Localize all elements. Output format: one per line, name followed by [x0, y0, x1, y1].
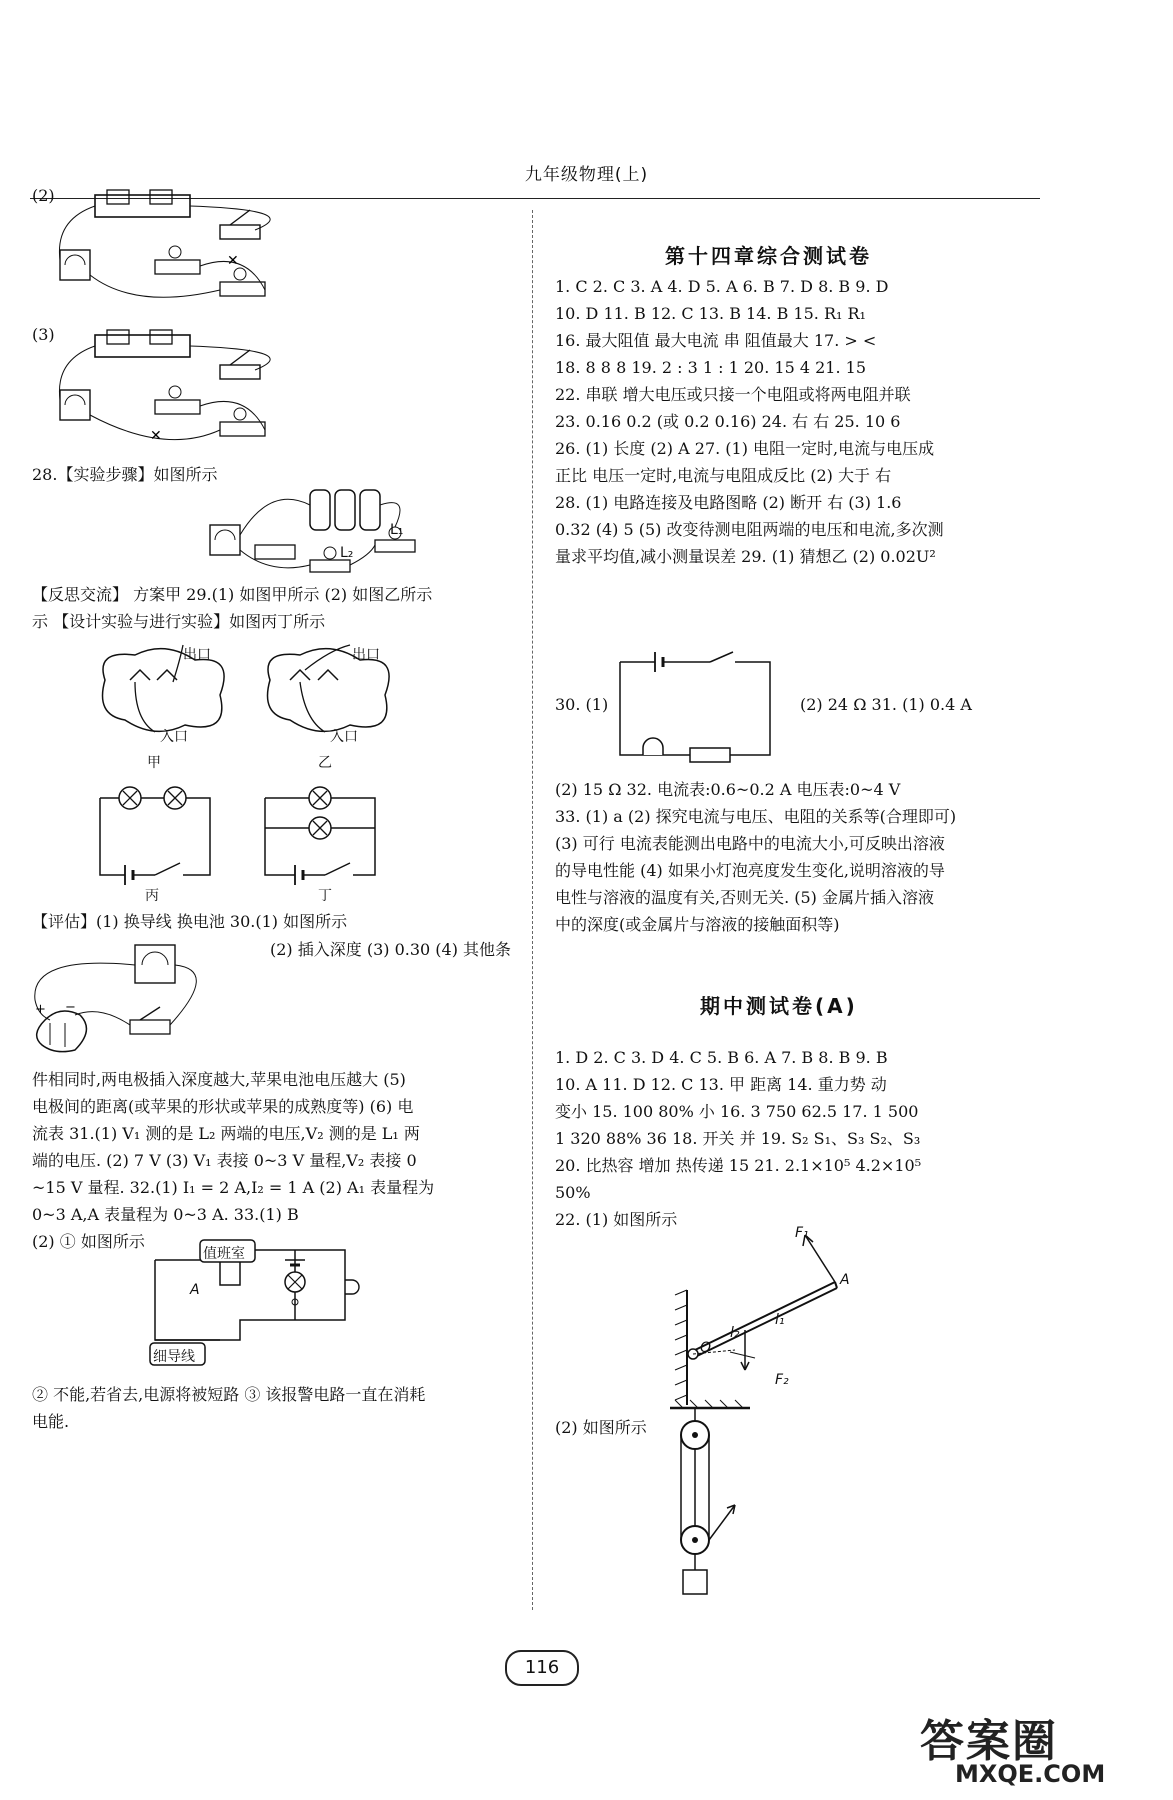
circuit-figure-30	[615, 650, 795, 760]
ch14b-line2: 33. (1) a (2) 探究电流与电压、电阻的关系等(合理即可)	[555, 807, 957, 826]
mid-line2: 10. A 11. D 12. C 13. 甲 距离 14. 重力势 动	[555, 1075, 887, 1094]
q28-text: 28.【实验步骤】如图所示	[32, 465, 218, 484]
para2-line2: 电极间的距离(或苹果的形状或苹果的成熟度等) (6) 电	[32, 1097, 414, 1116]
ch14-line3: 16. 最大阻值 最大电流 串 阻值最大 17. > <	[555, 331, 877, 350]
yi-exit-label: 出口	[352, 647, 380, 663]
force-f2-label: F₂	[775, 1372, 789, 1388]
svg-text:+: +	[35, 1002, 46, 1017]
point-a-label: A	[840, 1272, 850, 1288]
para2-line4: 端的电压. (2) 7 V (3) V₁ 表接 0~3 V 量程,V₂ 表接 0	[32, 1151, 417, 1170]
q30-rest: (2) 24 Ω 31. (1) 0.4 A	[800, 695, 972, 714]
thin-wire-label: 细导线	[153, 1349, 195, 1365]
svg-text:✕: ✕	[150, 428, 162, 444]
yi-caption: 乙	[318, 755, 332, 771]
svg-text:−: −	[65, 1000, 76, 1015]
circuit-figure-28	[210, 485, 460, 585]
ch14-line6: 23. 0.16 0.2 (或 0.2 0.16) 24. 右 右 25. 10 6	[555, 412, 901, 431]
circuit-figure-2	[45, 190, 305, 310]
para1-line1: 【反思交流】 方案甲 29.(1) 如图甲所示 (2) 如图乙所示	[32, 585, 433, 604]
maze-figure-jia	[95, 640, 245, 740]
bing-caption: 丙	[145, 888, 159, 904]
ch14b-line5: 电性与溶液的温度有关,否则无关. (5) 金属片插入溶液	[555, 888, 935, 907]
ch14-line11: 量求平均值,减小测量误差 29. (1) 猜想乙 (2) 0.02U²	[555, 547, 936, 566]
section-title-midterm: 期中测试卷(A)	[700, 994, 858, 1018]
ch14b-line4: 的导电性能 (4) 如果小灯泡亮度发生变化,说明溶液的导	[555, 861, 945, 880]
para2-line3: 流表 31.(1) V₁ 测的是 L₂ 两端的电压,V₂ 测的是 L₁ 两	[32, 1124, 420, 1143]
pulley-figure	[655, 1400, 775, 1600]
para1-line2: 示 【设计实验与进行实验】如图丙丁所示	[32, 612, 326, 631]
yi-entrance-label: 入口	[330, 729, 358, 745]
mid-line3: 变小 15. 100 80% 小 16. 3 750 62.5 17. 1 500	[555, 1102, 919, 1121]
jia-caption: 甲	[147, 755, 161, 771]
ch14-line8: 正比 电压一定时,电流与电阻成反比 (2) 大于 右	[555, 466, 892, 485]
ch14b-line6: 中的深度(或金属片与溶液的接触面积等)	[555, 915, 840, 934]
arm-l1-label: l₁	[775, 1312, 785, 1328]
watermark-url: MXQE.COM	[955, 1760, 1106, 1788]
para2-line5: ~15 V 量程. 32.(1) I₁ = 2 A,I₂ = 1 A (2) A₁ 表量程为	[32, 1178, 435, 1197]
duty-room-label: 值班室	[203, 1246, 245, 1262]
mid-line4: 1 320 88% 36 18. 开关 并 19. S₂ S₁、S₃ S₂、S₃	[555, 1129, 921, 1148]
column-divider	[532, 210, 533, 1610]
q30-label: 30. (1)	[555, 695, 609, 714]
force-f1-label: F₁	[795, 1225, 809, 1241]
ch14-line7: 26. (1) 长度 (2) A 27. (1) 电阻一定时,电流与电压成	[555, 439, 935, 458]
page-number: 116	[505, 1650, 579, 1686]
ch14b-line3: (3) 可行 电流表能测出电路中的电流大小,可反映出溶液	[555, 834, 945, 853]
ch14b-line1: (2) 15 Ω 32. 电流表:0.6~0.2 A 电压表:0~4 V	[555, 780, 901, 799]
apple-battery-figure	[20, 945, 260, 1055]
watermark-logo: 答案圈	[920, 1716, 1058, 1767]
page-header: 九年级物理(上)	[524, 165, 649, 185]
q22-part2: (2) 如图所示	[555, 1418, 647, 1437]
mid-line5: 20. 比热容 增加 热传递 15 21. 2.1×10⁵ 4.2×10⁵	[555, 1156, 922, 1175]
mid-line6: 50%	[555, 1183, 591, 1202]
eval-line2: (2) 插入深度 (3) 0.30 (4) 其他条	[270, 940, 512, 959]
para2-line7: (2) ① 如图所示	[32, 1232, 145, 1251]
ch14-line10: 0.32 (4) 5 (5) 改变待测电阻两端的电压和电流,多次测	[555, 520, 944, 539]
ding-caption: 丁	[318, 888, 332, 904]
section-title-ch14: 第十四章综合测试卷	[665, 244, 872, 268]
label-3: (3)	[32, 325, 55, 344]
circuit-figure-bing	[95, 780, 225, 890]
ch14-line1: 1. C 2. C 3. A 4. D 5. A 6. B 7. D 8. B 9. D	[555, 277, 889, 296]
region-a-label: A	[190, 1282, 200, 1298]
para2-line6: 0~3 A,A 表量程为 0~3 A. 33.(1) B	[32, 1205, 299, 1224]
ch14-line4: 18. 8 8 8 19. 2 : 3 1 : 1 20. 15 4 21. 15	[555, 358, 867, 377]
circuit-figure-ding	[260, 780, 390, 890]
label-2: (2)	[32, 186, 55, 205]
ch14-line2: 10. D 11. B 12. C 13. B 14. B 15. R₁ R₁	[555, 304, 866, 323]
mid-line1: 1. D 2. C 3. D 4. C 5. B 6. A 7. B 8. B 9. B	[555, 1048, 888, 1067]
mid-line7: 22. (1) 如图所示	[555, 1210, 678, 1229]
fig28-l2-label: L₂	[340, 545, 354, 561]
maze-figure-yi	[260, 640, 410, 740]
para2-line1: 件相同时,两电极插入深度越大,苹果电池电压越大 (5)	[32, 1070, 406, 1089]
svg-text:✕: ✕	[227, 253, 239, 269]
jia-entrance-label: 入口	[160, 729, 188, 745]
circuit-figure-3	[45, 330, 305, 450]
jia-exit-label: 出口	[183, 647, 211, 663]
para3-line1: ② 不能,若省去,电源将被短路 ③ 该报警电路一直在消耗	[32, 1385, 426, 1404]
ch14-line9: 28. (1) 电路连接及电路图略 (2) 断开 右 (3) 1.6	[555, 493, 902, 512]
pivot-o-label: O	[700, 1340, 712, 1356]
arm-l2-label: l₂	[730, 1325, 740, 1341]
fig28-l1-label: L₁	[390, 522, 404, 538]
ch14-line5: 22. 串联 增大电压或只接一个电阻或将两电阻并联	[555, 385, 911, 404]
eval-line1: 【评估】(1) 换导线 换电池 30.(1) 如图所示	[32, 912, 348, 931]
para3-line2: 电能.	[32, 1412, 70, 1431]
